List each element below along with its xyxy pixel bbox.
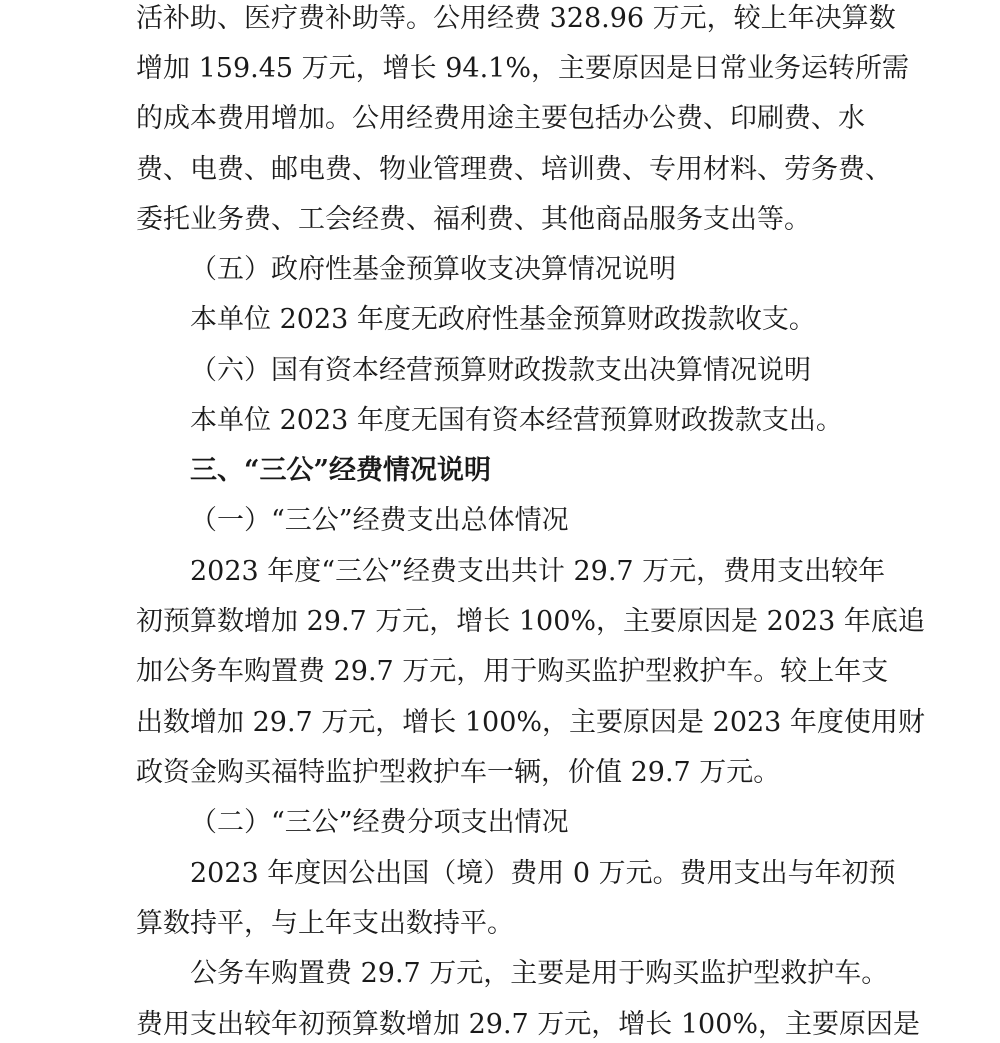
body-text-line: 2023 年度因公出国（境）费用 0 万元。费用支出与年初预: [190, 858, 896, 889]
body-text-line: 费、电费、邮电费、物业管理费、培训费、专用材料、劳务费、: [136, 154, 892, 185]
body-text-line: 活补助、医疗费补助等。公用经费 328.96 万元，较上年决算数: [136, 3, 896, 34]
body-text-line: 加公务车购置费 29.7 万元，用于购买监护型救护车。较上年支: [136, 656, 889, 687]
body-text-line: 委托业务费、工会经费、福利费、其他商品服务支出等。: [136, 204, 811, 235]
body-text-line: 公务车购置费 29.7 万元，主要是用于购买监护型救护车。: [190, 958, 889, 989]
section-heading: （一）“三公”经费支出总体情况: [190, 505, 569, 536]
chapter-heading: 三、“三公”经费情况说明: [190, 455, 492, 486]
body-text-line: 算数持平，与上年支出数持平。: [136, 908, 514, 939]
body-text-line: 2023 年度“三公”经费支出共计 29.7 万元，费用支出较年: [190, 556, 886, 587]
body-text-line: 增加 159.45 万元，增长 94.1%，主要原因是日常业务运转所需: [136, 53, 909, 84]
body-text-line: 本单位 2023 年度无政府性基金预算财政拨款收支。: [190, 304, 816, 335]
section-heading: （五）政府性基金预算收支决算情况说明: [190, 254, 676, 285]
body-text-line: 本单位 2023 年度无国有资本经营预算财政拨款支出。: [190, 405, 843, 436]
body-text-line: 政资金购买福特监护型救护车一辆，价值 29.7 万元。: [136, 757, 781, 788]
body-text-line: 出数增加 29.7 万元，增长 100%，主要原因是 2023 年度使用财: [136, 707, 925, 738]
section-heading: （二）“三公”经费分项支出情况: [190, 807, 569, 838]
body-text-line: 费用支出较年初预算数增加 29.7 万元，增长 100%，主要原因是: [136, 1009, 921, 1040]
body-text-line: 初预算数增加 29.7 万元，增长 100%，主要原因是 2023 年底追: [136, 606, 925, 637]
body-text-line: 的成本费用增加。公用经费用途主要包括办公费、印刷费、水: [136, 103, 865, 134]
section-heading: （六）国有资本经营预算财政拨款支出决算情况说明: [190, 355, 811, 386]
